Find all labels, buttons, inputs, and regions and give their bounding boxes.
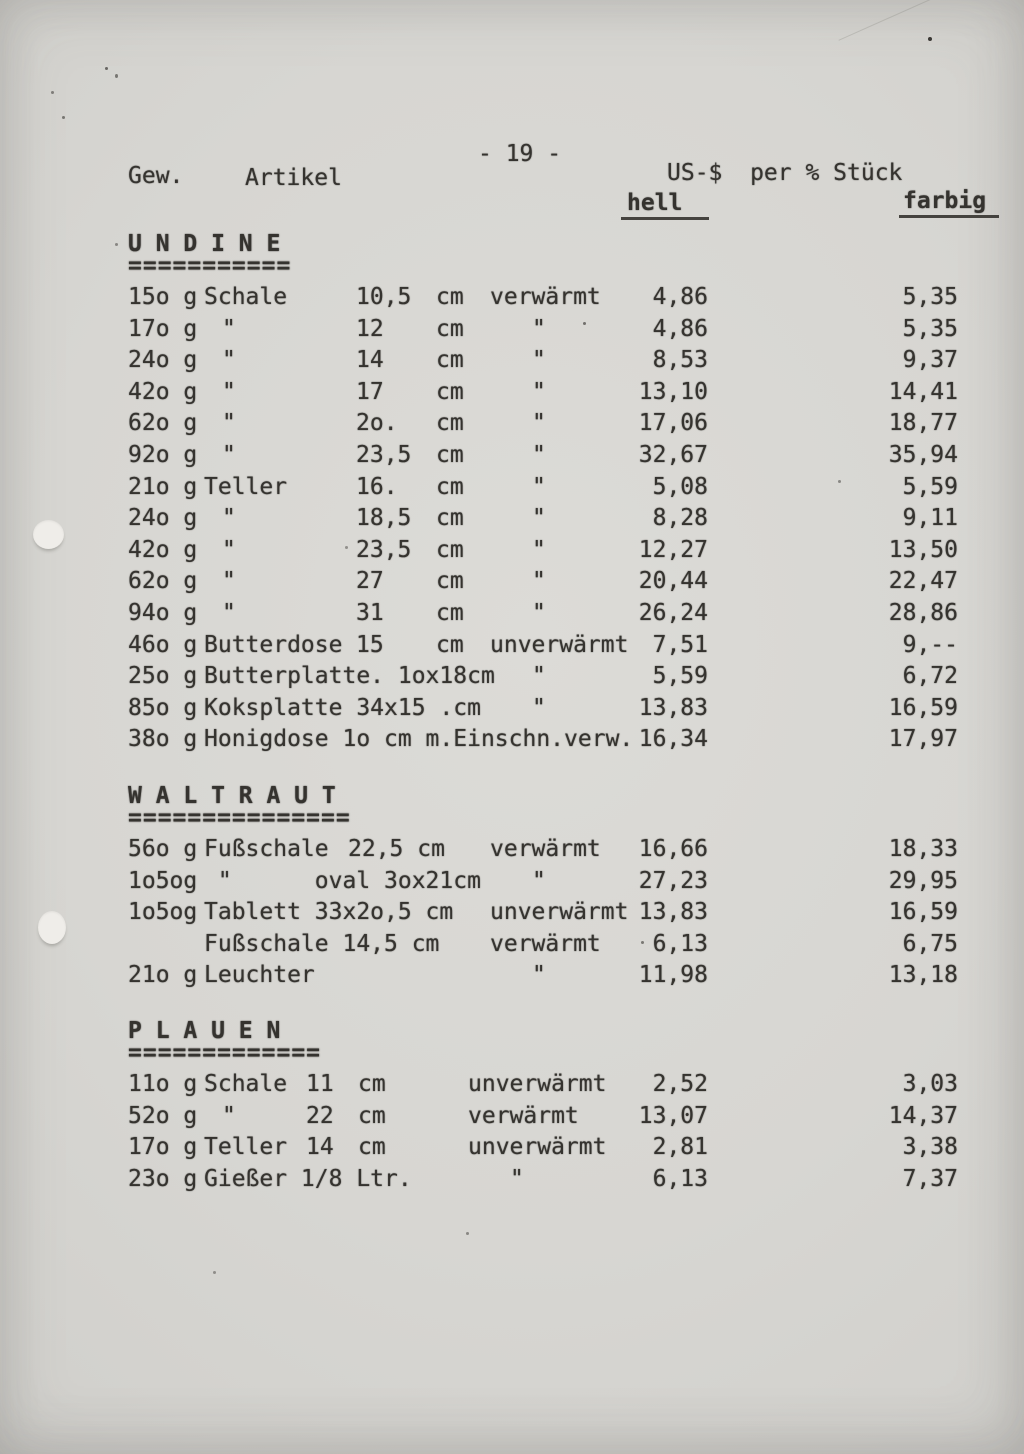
table-row bbox=[0, 962, 1024, 994]
cell-size: 22,5 cm bbox=[348, 836, 445, 862]
page-number: - 19 - bbox=[478, 141, 562, 167]
cell-weight: 94o g bbox=[128, 599, 198, 626]
table-row bbox=[0, 899, 1024, 931]
cell-size: 22 bbox=[306, 1102, 334, 1129]
cell-price-farbig: 14,41 bbox=[888, 378, 958, 405]
table-row bbox=[0, 663, 1024, 695]
table-row bbox=[0, 284, 1024, 316]
ink-speck bbox=[51, 91, 54, 94]
table-row bbox=[0, 1103, 1024, 1135]
cell-size-unit: cm bbox=[436, 378, 464, 405]
cell-heat-state: verwärmt bbox=[490, 836, 601, 862]
cell-price-farbig: 29,95 bbox=[888, 867, 958, 894]
cell-article: Butterdose bbox=[204, 631, 343, 658]
cell-article: " oval 3ox21cm bbox=[204, 867, 481, 894]
ink-speck bbox=[928, 37, 932, 41]
cell-article: " bbox=[222, 1102, 236, 1129]
column-header-hell: hell bbox=[621, 190, 709, 220]
table-row bbox=[0, 868, 1024, 900]
cell-weight: 42o g bbox=[128, 536, 198, 563]
cell-size-unit: cm bbox=[436, 473, 464, 500]
cell-article: Butterplatte. 1ox18cm bbox=[204, 663, 495, 690]
cell-size-unit: cm bbox=[358, 1071, 386, 1097]
column-header-price-unit: US-$ per % Stück bbox=[667, 160, 903, 186]
cell-price-farbig: 16,59 bbox=[888, 899, 958, 926]
ink-speck bbox=[62, 116, 65, 119]
cell-price-farbig: 5,35 bbox=[902, 315, 958, 342]
cell-weight: 92o g bbox=[128, 441, 198, 468]
cell-heat-state: " bbox=[532, 473, 546, 500]
section-title: U N D I N E bbox=[128, 231, 281, 257]
cell-article: " bbox=[222, 410, 236, 437]
table-row bbox=[0, 600, 1024, 632]
cell-weight: 23o g bbox=[128, 1165, 198, 1192]
cell-heat-state: " bbox=[532, 663, 546, 690]
cell-price-hell: 13,83 bbox=[638, 899, 708, 926]
cell-article: Tablett 33x2o,5 cm bbox=[204, 899, 454, 926]
cell-price-farbig: 6,75 bbox=[902, 930, 958, 957]
cell-heat-state: " bbox=[510, 1165, 524, 1192]
cell-article: " bbox=[222, 441, 236, 468]
cell-heat-state: verwärmt bbox=[490, 930, 601, 957]
table-row bbox=[0, 632, 1024, 664]
cell-price-hell: 7,51 bbox=[652, 631, 708, 658]
section-title: P L A U E N bbox=[128, 1018, 281, 1044]
cell-article: Fußschale 14,5 cm bbox=[204, 930, 440, 957]
cell-heat-state: " bbox=[532, 867, 546, 894]
cell-heat-state: unverwärmt bbox=[490, 631, 629, 658]
cell-price-hell: 12,27 bbox=[638, 536, 708, 563]
cell-size: 12 bbox=[356, 315, 384, 342]
cell-heat-state: " bbox=[532, 315, 546, 342]
ink-speck bbox=[466, 1232, 469, 1235]
cell-heat-state: unverwärmt bbox=[490, 899, 629, 926]
table-row bbox=[0, 568, 1024, 600]
cell-price-farbig: 35,94 bbox=[888, 441, 958, 468]
table-row bbox=[0, 505, 1024, 537]
section-title-underline: ============= bbox=[128, 1040, 322, 1066]
cell-size-unit: cm bbox=[436, 536, 464, 563]
cell-price-hell: 8,53 bbox=[652, 347, 708, 374]
table-row bbox=[0, 347, 1024, 379]
cell-heat-state: " bbox=[532, 694, 546, 721]
cell-price-farbig: 9,11 bbox=[902, 505, 958, 532]
cell-size-unit: cm bbox=[358, 1134, 386, 1161]
cell-article: " bbox=[222, 536, 236, 563]
cell-weight: 85o g bbox=[128, 694, 198, 721]
cell-article: " bbox=[222, 378, 236, 405]
table-row bbox=[0, 474, 1024, 506]
cell-size: 16. bbox=[356, 473, 398, 500]
cell-price-hell: 32,67 bbox=[638, 441, 708, 468]
cell-price-hell: 16,66 bbox=[638, 836, 708, 862]
cell-article: Koksplatte 34x15 .cm bbox=[204, 694, 481, 721]
cell-size-unit: cm bbox=[436, 441, 464, 468]
table-row bbox=[0, 410, 1024, 442]
cell-heat-state: " bbox=[532, 441, 546, 468]
cell-heat-state: verwärmt bbox=[468, 1102, 579, 1129]
cell-size-unit: cm bbox=[436, 505, 464, 532]
cell-price-hell: 11,98 bbox=[638, 962, 708, 989]
cell-price-farbig: 9,-- bbox=[902, 631, 958, 658]
cell-price-hell: 5,59 bbox=[652, 663, 708, 690]
paper-crease bbox=[838, 0, 1024, 187]
table-row bbox=[0, 537, 1024, 569]
cell-article: Gießer 1/8 Ltr. bbox=[204, 1165, 412, 1192]
cell-price-farbig: 7,37 bbox=[902, 1165, 958, 1192]
cell-size-unit: cm bbox=[436, 315, 464, 342]
cell-heat-state: " bbox=[532, 505, 546, 532]
cell-price-hell: 6,13 bbox=[652, 1165, 708, 1192]
cell-price-hell: 6,13 bbox=[652, 930, 708, 957]
section-waltraut bbox=[0, 783, 1024, 994]
cell-price-farbig: 28,86 bbox=[888, 599, 958, 626]
cell-size: 23,5 bbox=[356, 441, 412, 468]
cell-size: 11 bbox=[306, 1071, 334, 1097]
cell-price-farbig: 16,59 bbox=[888, 694, 958, 721]
cell-article: " bbox=[222, 505, 236, 532]
table-row bbox=[0, 726, 1024, 758]
cell-size-unit: cm bbox=[436, 568, 464, 595]
section-plauen bbox=[0, 1018, 1024, 1197]
column-header-weight: Gew. bbox=[128, 163, 184, 189]
cell-heat-state: " bbox=[532, 378, 546, 405]
cell-price-farbig: 3,38 bbox=[902, 1134, 958, 1161]
cell-size: 27 bbox=[356, 568, 384, 595]
cell-size: 23,5 bbox=[356, 536, 412, 563]
cell-article: " bbox=[222, 568, 236, 595]
cell-size-unit: cm bbox=[436, 631, 464, 658]
cell-price-hell: 2,81 bbox=[652, 1134, 708, 1161]
cell-price-hell: 4,86 bbox=[652, 315, 708, 342]
cell-size-unit: cm bbox=[436, 599, 464, 626]
cell-article: Teller bbox=[204, 473, 288, 500]
cell-price-hell: 27,23 bbox=[638, 867, 708, 894]
cell-article: Fußschale bbox=[204, 836, 329, 862]
cell-article: " bbox=[222, 347, 236, 374]
cell-weight: 25o g bbox=[128, 663, 198, 690]
table-row bbox=[0, 316, 1024, 348]
cell-price-farbig: 13,50 bbox=[888, 536, 958, 563]
cell-weight: 46o g bbox=[128, 631, 198, 658]
cell-weight: 52o g bbox=[128, 1102, 198, 1129]
ink-speck bbox=[213, 1271, 216, 1274]
cell-weight: 21o g bbox=[128, 962, 198, 989]
cell-size-unit: cm bbox=[436, 347, 464, 374]
section-title-underline: =========== bbox=[128, 253, 292, 279]
cell-price-farbig: 13,18 bbox=[888, 962, 958, 989]
table-row bbox=[0, 836, 1024, 868]
cell-weight: 42o g bbox=[128, 378, 198, 405]
cell-size: 2o. bbox=[356, 410, 398, 437]
ink-speck bbox=[115, 74, 118, 78]
cell-article: " bbox=[222, 599, 236, 626]
cell-article: Schale bbox=[204, 1071, 288, 1097]
cell-price-farbig: 14,37 bbox=[888, 1102, 958, 1129]
cell-size: 10,5 bbox=[356, 284, 412, 310]
cell-heat-state: " bbox=[532, 599, 546, 626]
cell-price-hell: 26,24 bbox=[638, 599, 708, 626]
cell-size: 31 bbox=[356, 599, 384, 626]
cell-weight: 56o g bbox=[128, 836, 198, 862]
cell-price-hell: 20,44 bbox=[638, 568, 708, 595]
cell-heat-state: " bbox=[532, 410, 546, 437]
cell-heat-state: " bbox=[532, 568, 546, 595]
cell-size: 14 bbox=[306, 1134, 334, 1161]
cell-price-farbig: 5,35 bbox=[902, 284, 958, 310]
cell-price-farbig: 6,72 bbox=[902, 663, 958, 690]
section-title: W A L T R A U T bbox=[128, 783, 336, 809]
cell-price-farbig: 22,47 bbox=[888, 568, 958, 595]
cell-weight: 17o g bbox=[128, 1134, 198, 1161]
table-row bbox=[0, 695, 1024, 727]
cell-price-hell: 16,34 bbox=[638, 726, 708, 753]
column-header-farbig: farbig bbox=[899, 188, 999, 218]
cell-size: 18,5 bbox=[356, 505, 412, 532]
cell-heat-state: " bbox=[532, 962, 546, 989]
cell-price-hell: 17,06 bbox=[638, 410, 708, 437]
cell-weight: 17o g bbox=[128, 315, 198, 342]
cell-weight: 1o5og bbox=[128, 899, 198, 926]
cell-price-hell: 8,28 bbox=[652, 505, 708, 532]
cell-price-hell: 13,10 bbox=[638, 378, 708, 405]
cell-weight: 24o g bbox=[128, 505, 198, 532]
cell-price-hell: 4,86 bbox=[652, 284, 708, 310]
cell-size-unit: cm bbox=[436, 284, 464, 310]
cell-weight: 11o g bbox=[128, 1071, 198, 1097]
table-row bbox=[0, 442, 1024, 474]
column-header-article: Artikel bbox=[245, 165, 342, 191]
ink-speck bbox=[105, 67, 108, 70]
cell-weight: 24o g bbox=[128, 347, 198, 374]
table-row bbox=[0, 1166, 1024, 1198]
cell-size-unit: cm bbox=[358, 1102, 386, 1129]
cell-size-unit: cm bbox=[436, 410, 464, 437]
cell-weight: 38o g bbox=[128, 726, 198, 753]
cell-heat-state: verwärmt bbox=[490, 284, 601, 310]
cell-price-farbig: 9,37 bbox=[902, 347, 958, 374]
cell-heat-state: " bbox=[532, 536, 546, 563]
cell-weight: 15o g bbox=[128, 284, 198, 310]
cell-size: 15 bbox=[356, 631, 384, 658]
cell-weight: 62o g bbox=[128, 410, 198, 437]
cell-price-hell: 5,08 bbox=[652, 473, 708, 500]
section-title-underline: =============== bbox=[128, 805, 351, 831]
cell-size: 14 bbox=[356, 347, 384, 374]
table-row bbox=[0, 1071, 1024, 1103]
cell-size: 17 bbox=[356, 378, 384, 405]
table-row bbox=[0, 379, 1024, 411]
cell-price-farbig: 17,97 bbox=[888, 726, 958, 753]
cell-price-hell: 2,52 bbox=[652, 1071, 708, 1097]
cell-price-hell: 13,83 bbox=[638, 694, 708, 721]
cell-heat-state: " bbox=[532, 347, 546, 374]
cell-article: Leuchter bbox=[204, 962, 315, 989]
cell-price-farbig: 18,77 bbox=[888, 410, 958, 437]
cell-heat-state: unverwärmt bbox=[468, 1071, 607, 1097]
cell-article: Teller bbox=[204, 1134, 288, 1161]
cell-weight: 1o5og bbox=[128, 867, 198, 894]
cell-price-farbig: 3,03 bbox=[902, 1071, 958, 1097]
cell-article: " bbox=[222, 315, 236, 342]
cell-article: Honigdose 1o cm m.Einschn.verw. bbox=[204, 726, 634, 753]
table-row bbox=[0, 1134, 1024, 1166]
cell-price-farbig: 18,33 bbox=[888, 836, 958, 862]
cell-price-hell: 13,07 bbox=[638, 1102, 708, 1129]
table-row bbox=[0, 931, 1024, 963]
cell-weight: 62o g bbox=[128, 568, 198, 595]
cell-price-farbig: 5,59 bbox=[902, 473, 958, 500]
section-undine bbox=[0, 231, 1024, 758]
cell-article: Schale bbox=[204, 284, 288, 310]
cell-weight: 21o g bbox=[128, 473, 198, 500]
cell-heat-state: unverwärmt bbox=[468, 1134, 607, 1161]
